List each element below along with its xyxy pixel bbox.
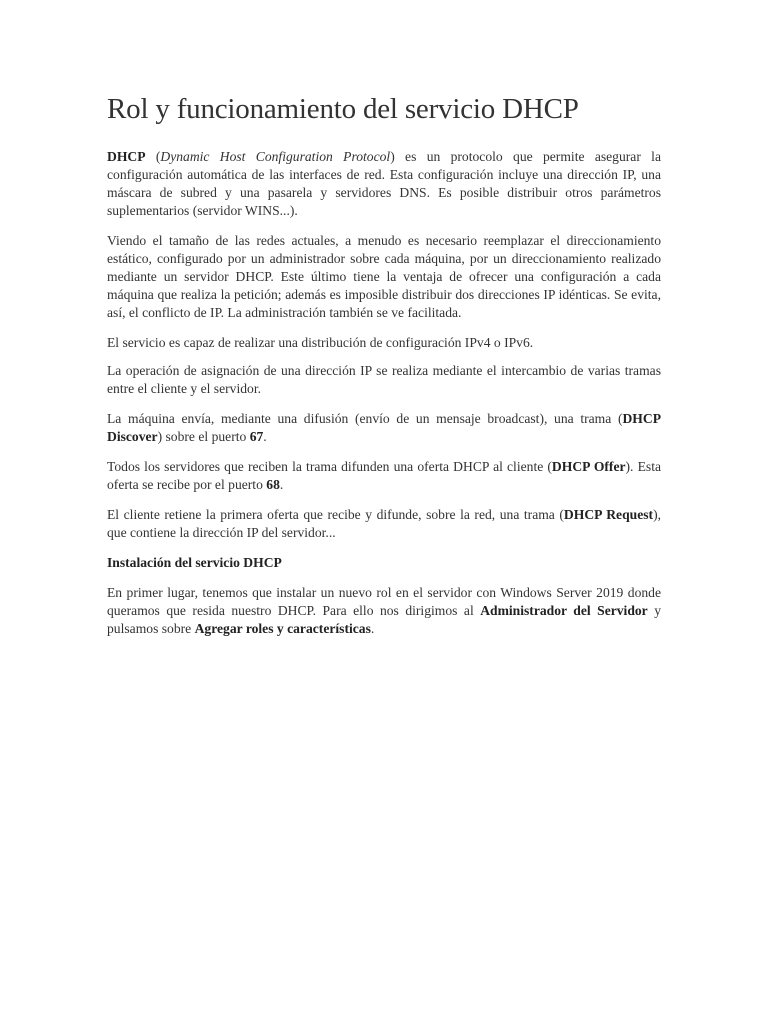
port-67: 67 — [249, 429, 264, 444]
term-add-roles-features: Agregar roles y características — [194, 621, 371, 636]
term-dhcp-discover: DHCP Discover — [107, 411, 661, 444]
paragraph-dhcp-request: El cliente retiene la primera oferta que recibe y difunde, sobre la red, una trama (DHCP Request), que contiene la dirección IP del servidor... — [107, 507, 661, 540]
paragraph-installation-steps: En primer lugar, tenemos que instalar un nuevo rol en el servidor con Windows Server 2019 donde queramos que resida nuestro DHCP. Para ello nos dirigimos al Administrador del Servidor y pulsamos sobre Agregar roles y características. — [107, 585, 662, 636]
page-title: Rol y funcionamiento del servicio DHCP — [107, 93, 579, 125]
paragraph-ipv4-ipv6: El servicio es capaz de realizar una distribución de configuración IPv4 o IPv6. — [107, 335, 534, 350]
port-68: 68 — [266, 477, 280, 492]
term-dhcp: DHCP — [107, 149, 146, 164]
paragraph-assignment-operation: La operación de asignación de una dirección IP se realiza mediante el intercambio de varias tramas entre el cliente y el servidor. — [107, 363, 661, 396]
term-dhcp-expansion: Dynamic Host Configuration Protocol — [160, 149, 391, 164]
term-server-manager: Administrador del Servidor — [480, 603, 648, 618]
term-dhcp-offer: DHCP Offer — [551, 459, 626, 474]
paragraph-dhcp-definition: DHCP (Dynamic Host Configuration Protocol) es un protocolo que permite asegurar la configuración automática de las interfaces de red. Esta configuración incluye una dirección IP, una máscara de subred y una pasarela y servidores DNS. Es posible distribuir otros parámetros suplementarios (servidor WINS...). — [107, 149, 661, 218]
paragraph-dhcp-offer: Todos los servidores que reciben la trama difunden una oferta DHCP al cliente (DHCP Offer). Esta oferta se recibe por el puerto 68. — [107, 459, 661, 492]
section-heading-installation: Instalación del servicio DHCP — [107, 555, 282, 570]
paragraph-network-size: Viendo el tamaño de las redes actuales, a menudo es necesario reemplazar el direccionamiento estático, configurado por un administrador sobre cada máquina, por un direccionamiento realizado mediante un servidor DHCP. Este último tiene la ventaja de ofrecer una configuración a cada máquina que realiza la petición; además es imposible distribuir dos direcciones IP idénticas. Se evita, así, el conflicto de IP. La administración también se ve facilitada. — [107, 233, 661, 320]
paragraph-dhcp-discover: La máquina envía, mediante una difusión (envío de un mensaje broadcast), una trama (DHCP Discover) sobre el puerto 67. — [107, 411, 661, 444]
term-dhcp-request: DHCP Request — [563, 507, 654, 522]
